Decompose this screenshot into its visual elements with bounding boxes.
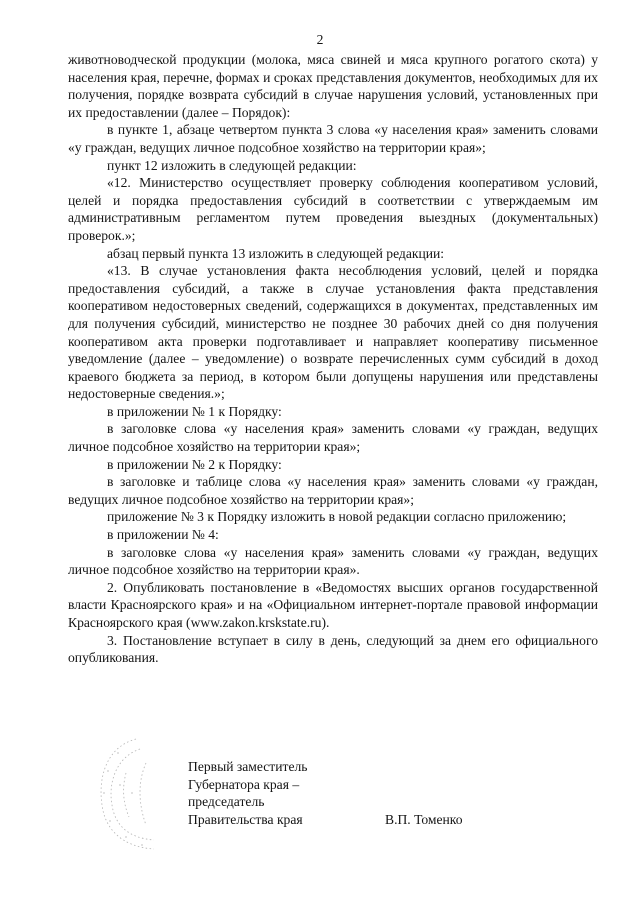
paragraph-9: в приложении № 2 к Порядку: — [107, 456, 282, 472]
paragraph-10: в заголовке и таблице слова «у населения края» заменить словами «у граждан, ведущих личное подсобное хозяйство на территории края»; — [68, 474, 598, 507]
paragraph-12: в приложении № 4: — [107, 527, 219, 543]
signatory-title — [188, 758, 307, 828]
signatory-name: В.П. Томенко — [385, 812, 463, 827]
paragraph-2: в пункте 1, абзаце четвертом пункта 3 слова «у населения края» заменить словами «у граждан, ведущих личное подсобное хозяйство на территории края»; — [68, 122, 598, 155]
paragraph-15: 3. Постановление вступает в силу в день, следующий за днем его официального опубликования. — [68, 632, 598, 666]
signatory-title-line-1: Первый заместитель — [188, 759, 308, 774]
paragraph-14: 2. Опубликовать постановление в «Ведомостях высших органов государственной власти Красноярского края» и на «Официальном интернет-портале правовой информации Красноярского края (www.zakon.krskstate.ru). — [68, 579, 598, 630]
paragraph-13: в заголовке слова «у населения края» заменить словами «у граждан, ведущих личное подсобное хозяйство на территории края». — [68, 544, 598, 578]
paragraph-6: «13. В случае установления факта несоблюдения условий, целей и порядка предоставления субсидий, а также в случае установления факта представления кооперативом недостоверных сведений, содержащихся в документах, представленных им для получения субсидий, министерство не позднее 30 рабочих дней со дня получения кооперативом акта проверки подготавливает и направляет кооперативу письменное уведомление (далее – уведомление) о возврате перечисленных сумм субсидий в доход краевого бюджета за период, в котором были допущены нарушения или представлены недостоверные сведения.»; — [68, 263, 598, 402]
paragraph-5: абзац первый пункта 13 изложить в следующей редакции: — [107, 245, 445, 261]
signatory-title-line-2: Губернатора края – — [188, 776, 300, 792]
paragraph-3: пункт 12 изложить в следующей редакции: — [107, 157, 357, 173]
paragraph-1: животноводческой продукции (молока, мяса свиней и мяса крупного рогатого скота) у населения края, перечне, формах и сроках представления документов, необходимых для их получения, порядке возврата субсидий в случае нарушения условий, установленных при их предоставлении (далее – Порядок): — [68, 52, 598, 120]
paragraph-7: в приложении № 1 к Порядку: — [107, 403, 282, 419]
page-number: 2 — [316, 32, 324, 47]
paragraph-8: в заголовке слова «у населения края» заменить словами «у граждан, ведущих личное подсобное хозяйство на территории края»; — [68, 421, 598, 455]
signatory-title-line-3: председатель — [188, 794, 265, 810]
document-body — [68, 51, 598, 667]
paragraph-4: «12. Министерство осуществляет проверку соблюдения кооперативом условий, целей и порядка предоставления субсидий в соответствии с утверждаемым им административным регламентом путем проведения выездных (документальных) проверок.»; — [68, 175, 598, 243]
official-seal-stamp — [96, 733, 196, 853]
paragraph-11: приложение № 3 к Порядку изложить в новой редакции согласно приложению; — [107, 509, 567, 525]
signatory-title-line-4: Правительства края — [188, 811, 303, 827]
